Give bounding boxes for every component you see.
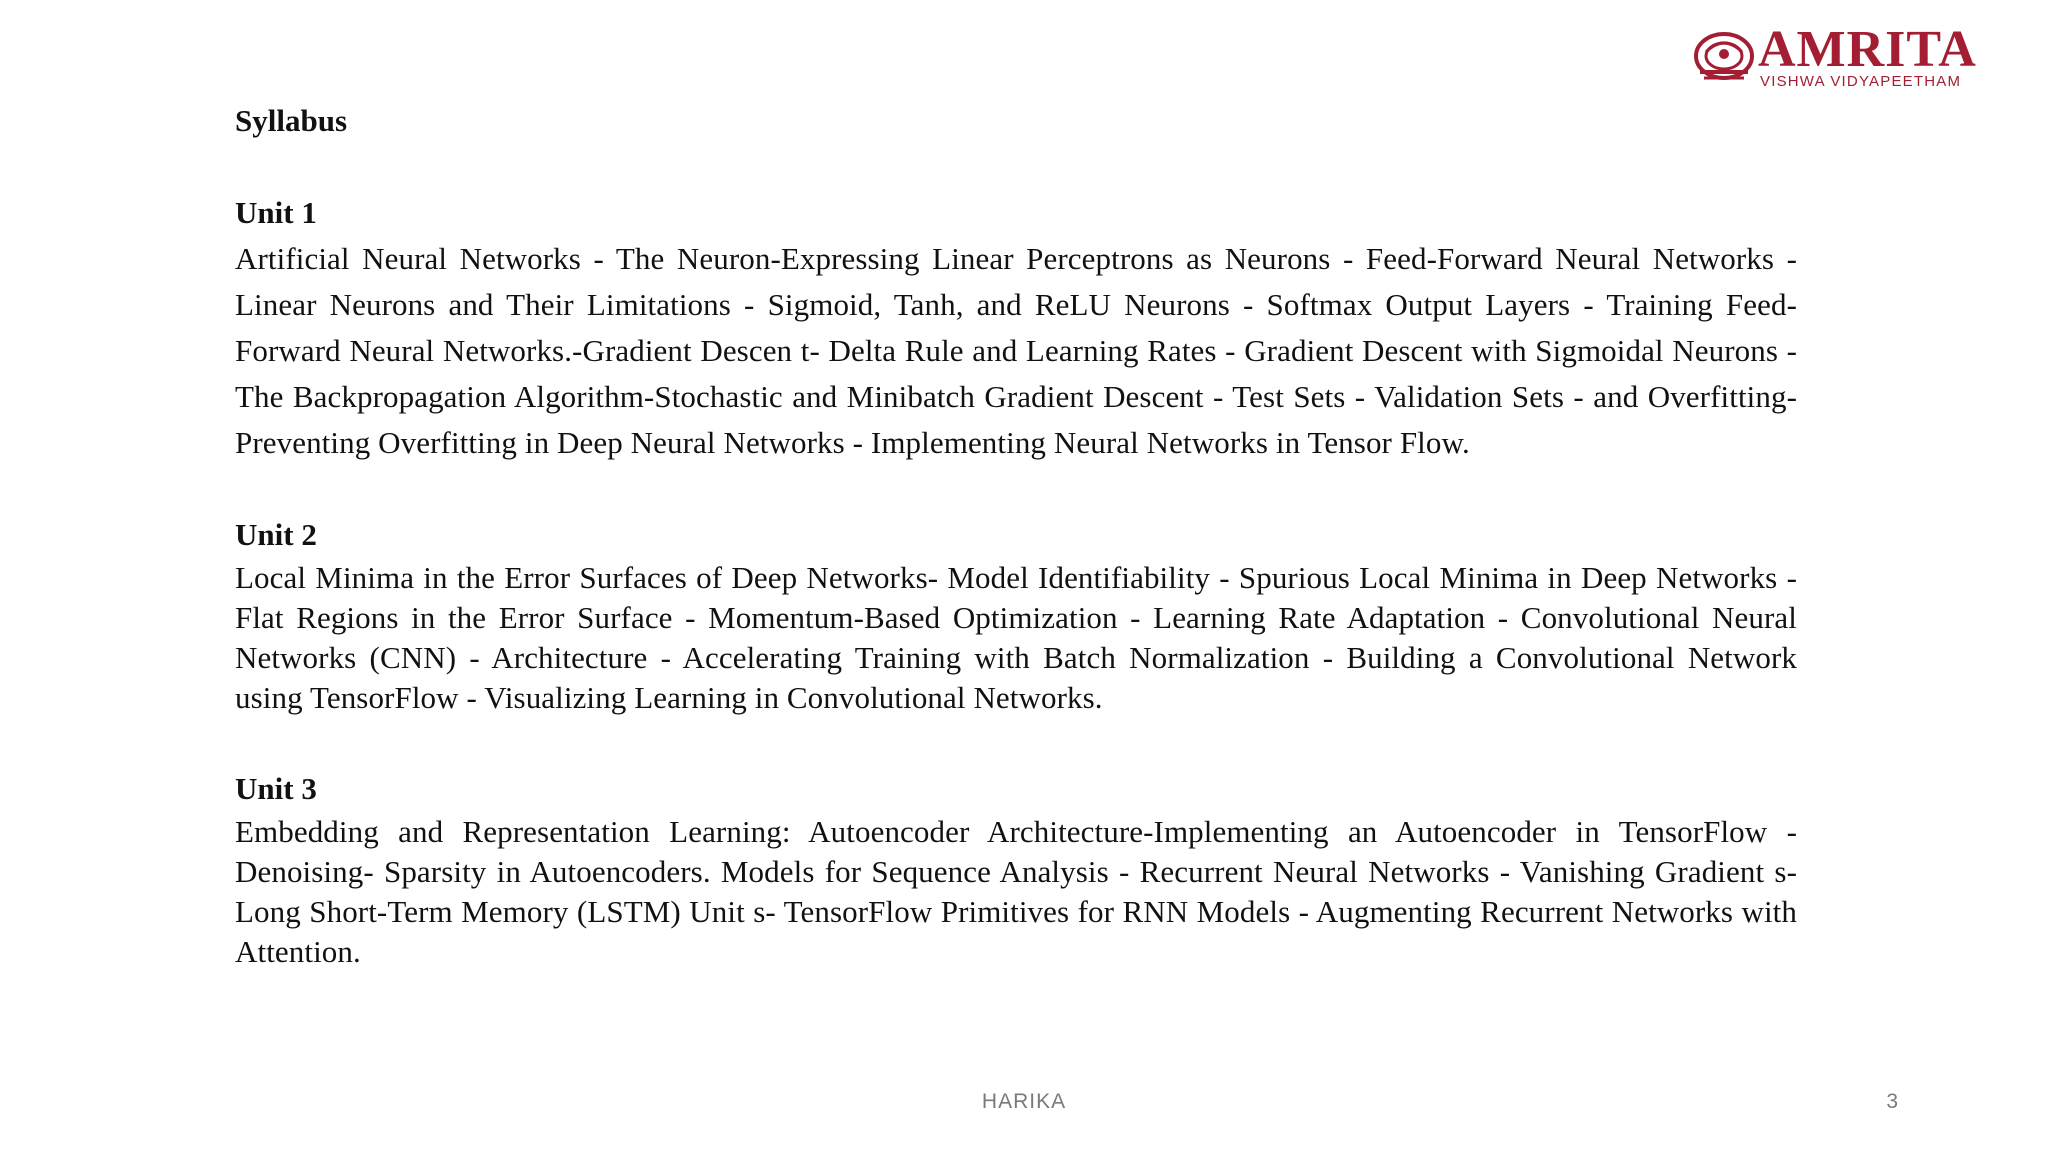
logo-name: AMRITA: [1758, 22, 1977, 78]
amrita-emblem-icon: [1696, 34, 1752, 78]
footer-author: HARIKA: [981, 1090, 1067, 1113]
page-number: 3: [1886, 1090, 1898, 1113]
unit-2-heading: Unit 2: [235, 517, 317, 552]
syllabus-content: [235, 98, 1797, 972]
page-title: Syllabus: [235, 103, 348, 138]
unit-3-heading: Unit 3: [235, 771, 317, 806]
unit-1-text: Artificial Neural Networks - The Neuron-Expressing Linear Perceptrons as Neurons - Feed-Forward Neural Networks - Linear Neurons and Their Limitations - Sigmoid, Tanh, and ReLU Neurons - Softmax Output Layers - Training Feed-Forward Neural Networks.-Gradient Descen t- Delta Rule and Learning Rates - Gradient Descent with Sigmoidal Neurons - The Backpropagation Algorithm-Stochastic and Minibatch Gradient Descent - Test Sets - Validation Sets - and Overfitting- Preventing Overfitting in Deep Neural Networks - Implementing Neural Networks in Tensor Flow.: [235, 241, 1797, 460]
logo-tagline: VISHWA VIDYAPEETHAM: [1760, 73, 1962, 90]
unit-1-heading: Unit 1: [235, 195, 317, 230]
amrita-logo: [1692, 22, 2042, 92]
unit-3-text: Embedding and Representation Learning: Autoencoder Architecture-Implementing an Autoencoder in TensorFlow - Denoising- Sparsity in Autoencoders. Models for Sequence Analysis - Recurrent Neural Networks - Vanishing Gradient s- Long Short-Term Memory (LSTM) Unit s- TensorFlow Primitives for RNN Models - Augmenting Recurrent Networks with Attention.: [235, 814, 1797, 969]
unit-2-text: Local Minima in the Error Surfaces of Deep Networks- Model Identifiability - Spurious Local Minima in Deep Networks - Flat Regions in the Error Surface - Momentum-Based Optimization - Learning Rate Adaptation - Convolutional Neural Networks (CNN) - Architecture - Accelerating Training with Batch Normalization - Building a Convolutional Network using TensorFlow - Visualizing Learning in Convolutional Networks.: [235, 560, 1797, 715]
unit-3-section: [235, 766, 1797, 972]
unit-2-section: [235, 512, 1797, 718]
unit-1-section: [235, 190, 1797, 466]
